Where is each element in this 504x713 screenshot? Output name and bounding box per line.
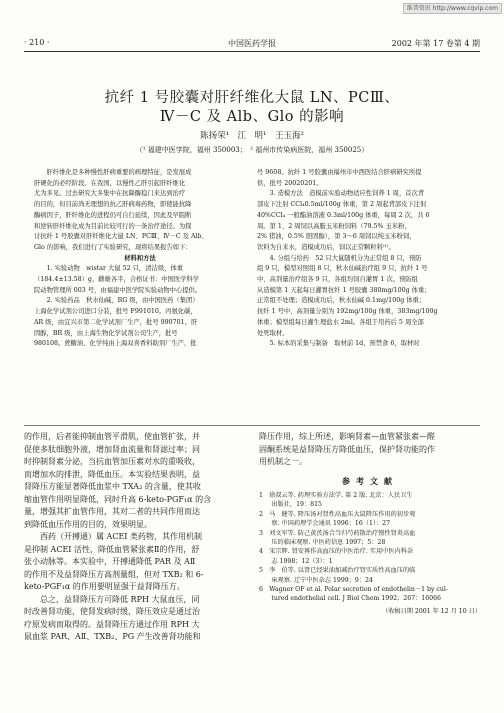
text-line: 固酮系统是益肾降压方降低血压，保护肾功能的作	[259, 444, 435, 454]
text-line: 促使多肽细胞外液，增加肾血流量和肾滤过率；同	[24, 444, 200, 454]
text-line: 用机制之一。	[259, 457, 307, 466]
text-line: 抗纤 1 号中、高剂量分别为 192mg/100g 体重，383mg/100g	[257, 308, 438, 316]
reference-line: 志 1998；12（3）：1	[259, 557, 333, 565]
issue-info: 2002 年第 17 卷第 4 期	[391, 39, 480, 48]
text-line: 周。第 1、2 周饲以高脂玉米粉饲料（79.5% 玉米粉，	[257, 222, 411, 230]
previous-article-body-right	[259, 431, 481, 616]
text-line: 疗原发病而取得的。益肾降压方通过作用 RPH 大	[24, 619, 200, 629]
text-line: AR 级，由宜兴市第二化学试剂厂生产，批号 990701。肝	[34, 318, 198, 326]
text-line: 5. 标本的采集与制备 取材前 1d，预禁食 6，取材时	[257, 340, 420, 348]
article-section-right	[257, 168, 472, 350]
text-line: 固醇，BR 级，由上海生物化学试剂公司生产，批号	[34, 329, 178, 337]
reference-line: 出版社，19：815	[259, 501, 322, 509]
text-line: 1. 实验动物 wistar 大鼠 52 只，清洁级，体重	[34, 265, 184, 273]
text-line: 2% 猪油，0.5% 胆固醇），第 3～6 周饲以纯玉米粉饲，	[257, 233, 416, 241]
authors: 陈扬荣¹ 江 明¹ 王玉海²	[200, 131, 304, 141]
text-line: 时抑制肾素分泌，当抗血管加压素对水的重吸收，	[24, 457, 200, 466]
text-line: 酶病因子，肝纤维化的进程仍可自行延续，因此及早阻断	[34, 211, 192, 219]
reference-line: 3 刘文军等. 防己黄芪汤合当归芍药散治疗慢性肾炎高血	[259, 529, 416, 537]
text-line: 40%CCl₄ 一般酯油溶液 0.3ml/100g 体重，每周 2 次，共 6	[257, 211, 430, 219]
text-line: 尤为多见。过去研究大多集中在抗降酶稳门来达到治疗	[34, 190, 186, 198]
text-line: 总之，益肾降压方可降低 RPH 大鼠血压，同	[24, 594, 200, 604]
text-line: 上海化学试剂公司进口分装，批号 F991010。丙氨化碳，	[34, 308, 197, 316]
text-line: 到降低血压作用的目的，效果明显。	[24, 519, 152, 529]
text-line: 体重；模型组每日灌生理盐水 2ml。各组于用药后 5 周全部	[257, 318, 424, 326]
received-date: （收稿日期 2001 年 12 月 10 日）	[382, 607, 481, 615]
text-line: 的目的，但目前尚无理想的抗乙肝病毒药物，即使能抗降	[34, 201, 192, 209]
text-line: 和逆转肝纤维化成为目前比较可行的一条治疗途径。为探	[34, 222, 192, 230]
reference-line: 压的临床观察. 中医药信息 1997；5：28	[259, 539, 386, 547]
text-line: 2. 实验药品 秋水仙碱，RG 级，由中国医药（集团）	[34, 297, 199, 305]
text-line: 肝硬化的必经阶段。在我国，以慢性乙肝引起肝纤维化	[34, 179, 186, 187]
text-line: 肾降压方能显著降低血浆中 TXA₂ 的含量，使其收	[24, 482, 201, 491]
text-line: 饮料为自来水，造模成功后，饲以正常颗粒料⁽¹⁾。	[257, 243, 395, 251]
text-line: keto-PGF₁α 的作用要明显强于益肾降压方。	[24, 582, 185, 591]
reference-line: 2 马 健等. 降压汤对肾性高血压大鼠降压作用的初步观	[259, 510, 416, 518]
text-line: 讨抗纤 1 号胶囊对肝纤维化大鼠 LN、PCⅢ、Ⅳ－C 及 Alb、	[34, 233, 208, 241]
reference-line: 1 徐叔云等. 药理实验方法学. 第 2 版. 北京：人民卫生	[259, 492, 413, 499]
text-line: Glo 的影响，我们进行了实验研究，现将结果报告如下：	[34, 243, 192, 251]
header-rule	[24, 51, 480, 52]
text-line: 院动物管理所 003 号，由福建中医学院实验动物中心提供。	[34, 286, 202, 294]
text-line: （184.4±13.58）g，雌雄各半，合格证书：中国医学科学	[34, 276, 200, 284]
text-line: 肝纤维化是多种慢性肝病重要的病理特征，是发展成	[34, 169, 192, 176]
running-header	[24, 38, 480, 50]
text-line: 正常组不处理；造模成功后，秋水仙碱 0.1mg/100g 体重；	[257, 297, 426, 305]
text-line: 是抑制 ACEI 活性，降低血管紧张素Ⅱ的作用，舒	[24, 544, 200, 554]
reference-line: 4 宋宗辉. 肾安再作高血压的中医治疗. 实用中医内科杂	[259, 548, 414, 556]
text-line: 处死取材。	[257, 329, 289, 337]
text-line: 号 9608。抗纤 1 号胶囊由福州市中西医结合肝病研究所提	[257, 169, 422, 176]
text-line: 从造模第 1 天起每日灌胃抗纤 1 号胶囊 380mg/100g 体重；	[257, 286, 431, 294]
text-line: 4. 分组与给药 52 只大鼠随机分为正常组 8 只，预防	[257, 254, 422, 262]
text-line: 鼠血浆 PAR、AⅡ、TXB₂、PG 产生改善肾功能和	[24, 632, 201, 641]
text-line: 980108。蔗糖油、化学纯由上海双喜香料助剂厂生产，批	[34, 340, 197, 348]
text-line: 量，增强其扩血管作用，其对二者的共同作用而达	[24, 507, 200, 516]
text-line: 的作用，后者能抑制血管平滑肌，使血管扩张，并	[24, 432, 200, 441]
reference-line: tured endothelial cell. J Biol Chem 1992；267：16066	[259, 595, 441, 603]
reference-line: 5 李 伯等. 以肾已经果油加减治疗肾实质性高血压的临	[259, 567, 416, 575]
text-line: 西药（开搏通）属 ACEI 类药物，其作用机制	[24, 532, 202, 541]
journal-name: 中国医药学报	[228, 39, 276, 48]
previous-article-body-left	[24, 431, 252, 644]
text-line: 组 9 只，模型对照组 8 只，秋水仙碱治疗组 9 只，抗纤 1 号	[257, 265, 428, 273]
text-line: 的作用不及益肾降压方高剂量组，但对 TXB₂ 和 6-	[24, 569, 204, 579]
reference-line: 6 Wagner OF et al. Polar secretion of endothelin－1 by cul-	[259, 586, 448, 594]
article-title-line-1: 抗纤 1 号胶囊对肝纤维化大鼠 LN、PCⅢ、	[104, 90, 400, 106]
text-line: 而增加水的排泄，降低血压。本实验结果表明，益	[24, 469, 200, 479]
text-line: 张小动脉等。本实验中，开搏通降低 PAR 及 AⅡ	[24, 557, 196, 566]
text-line: 缩血管作用明显降低，同时升高 6-keto-PGF₁α 的含	[24, 494, 212, 504]
watermark: 维普资讯 http://www.cqvip.com	[403, 3, 502, 14]
page-number: · 210 ·	[24, 38, 50, 47]
text-line: 中、高剂量治疗组各 9 只，各组均饲自灌胃 1 次。预防组	[257, 276, 418, 284]
text-line: 时改善肾功能，使肾发病时缓，降压效应是通过治	[24, 607, 200, 616]
article-section-left	[34, 168, 246, 350]
article-title-line-2: Ⅳ－C 及 Alb、Glo 的影响	[159, 109, 345, 125]
text-line: 部皮下注射 CCl₄0.5ml/100g 体重，第 2 周起背部皮下注射	[257, 201, 427, 209]
references-heading: 参考文献	[342, 475, 398, 486]
text-line: 降压作用，综上所述，影响肾素—血管紧张素—醛	[259, 432, 435, 441]
reference-line: 床观察. 辽宁中医杂志 1999；9：24	[259, 576, 373, 584]
text-line: 3. 造模方法 造模前实验动物适应性饲养 1 周，首次背	[257, 190, 425, 198]
reference-list	[259, 491, 481, 616]
section-heading-methods: 材料和方法	[124, 254, 156, 262]
text-line: 供，批号 20020201。	[257, 179, 323, 187]
section-divider	[24, 425, 480, 426]
affiliations: （¹ 福建中医学院，福州 350003； ² 福州市传染病医院，福州 350025）	[135, 146, 369, 154]
reference-line: 察. 中国药理学会通讯 1996；16（1）：27	[259, 520, 391, 528]
